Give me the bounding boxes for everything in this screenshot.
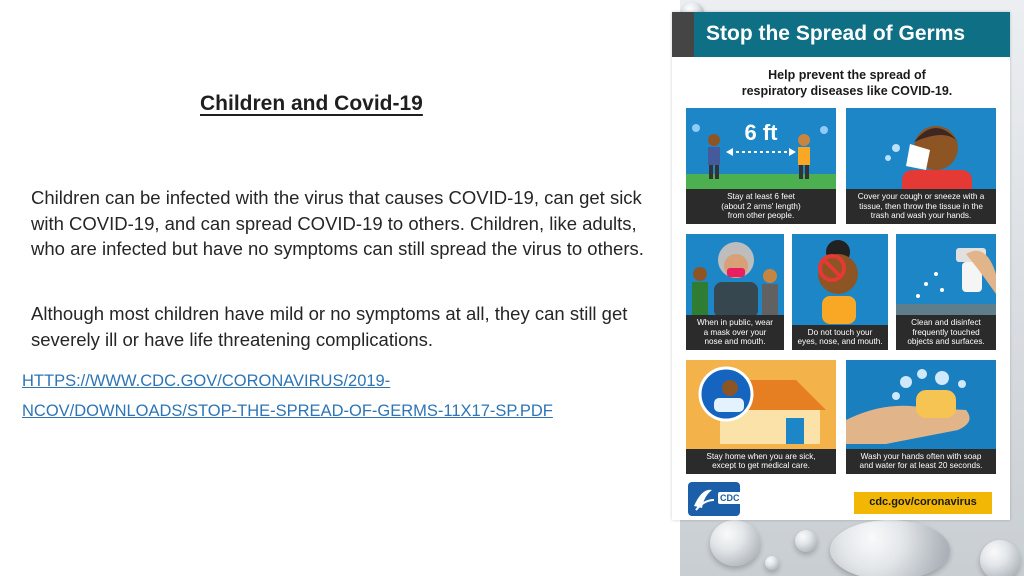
poster-header-accent — [672, 12, 694, 57]
no-touch-face-illustration — [792, 234, 888, 324]
cover-cough-illustration — [846, 108, 996, 198]
panel-wash-hands — [846, 360, 996, 474]
panel-wear-mask — [686, 234, 784, 350]
poster-header — [672, 12, 1010, 57]
panel-clean-surfaces — [896, 234, 996, 350]
panel-stay-home — [686, 360, 836, 474]
hhs-eagle-icon — [688, 482, 716, 516]
cdc-logo-text: CDC — [720, 493, 740, 503]
paragraph-children-infection: Children can be infected with the virus that causes COVID-19, can get sick with COVID-19, and can spread COVID-19 to others. Children, like adults, who are infected but have no symptoms can still spread the virus to others. — [31, 187, 644, 259]
paragraph-symptoms: Although most children have mild or no symptoms at all, they can still get severely ill or have life threatening complications. — [31, 303, 628, 350]
panel-stay-home-caption: Stay home when you are sick, except to get medical care. — [686, 449, 836, 474]
panel-distance — [686, 108, 836, 224]
wash-hands-illustration — [846, 360, 996, 444]
poster-subtitle-line2: respiratory diseases like COVID-19. — [741, 84, 953, 98]
droplet-decoration — [980, 540, 1020, 576]
poster-subtitle-line1: Help prevent the spread of — [768, 68, 926, 82]
droplet-decoration — [765, 556, 779, 570]
slide-title: Children and Covid-19 — [200, 92, 423, 115]
panel-wash-hands-caption: Wash your hands often with soap and water for at least 20 seconds. — [846, 449, 996, 474]
poster-footer-url: cdc.gov/coronavirus — [869, 496, 977, 508]
panel-distance-caption: Stay at least 6 feet (about 2 arms' length) from other people. — [686, 189, 836, 224]
droplet-decoration — [795, 530, 817, 552]
stop-spread-poster — [672, 12, 1010, 520]
panel-clean-surfaces-caption: Clean and disinfect frequently touched objects and surfaces. — [896, 315, 996, 350]
poster-footer — [854, 492, 992, 514]
panel-cover-cough — [846, 108, 996, 224]
poster-title: Stop the Spread of Germs — [706, 22, 966, 45]
cdc-logo — [688, 482, 740, 516]
wear-mask-illustration — [686, 234, 784, 318]
droplet-decoration — [830, 520, 950, 576]
source-link-line2[interactable]: NCOV/DOWNLOADS/STOP-THE-SPREAD-OF-GERMS-11X17-SP.PDF — [22, 402, 553, 420]
spray-bottle-illustration — [896, 234, 996, 324]
droplet-decoration — [710, 520, 760, 566]
panel-cover-cough-caption: Cover your cough or sneeze with a tissue, then throw the tissue in the trash and wash your hands. — [846, 189, 996, 224]
panel-no-touch — [792, 234, 888, 350]
panel-no-touch-caption: Do not touch your eyes, nose, and mouth. — [792, 325, 888, 350]
stay-home-illustration — [686, 360, 836, 444]
source-link-line1[interactable]: HTTPS://WWW.CDC.GOV/CORONAVIRUS/2019- — [22, 372, 391, 390]
distance-label: 6 ft — [744, 120, 778, 145]
social-distance-illustration — [686, 108, 836, 198]
panel-wear-mask-caption: When in public, wear a mask over your nose and mouth. — [686, 315, 784, 350]
poster-subtitle — [712, 67, 982, 99]
